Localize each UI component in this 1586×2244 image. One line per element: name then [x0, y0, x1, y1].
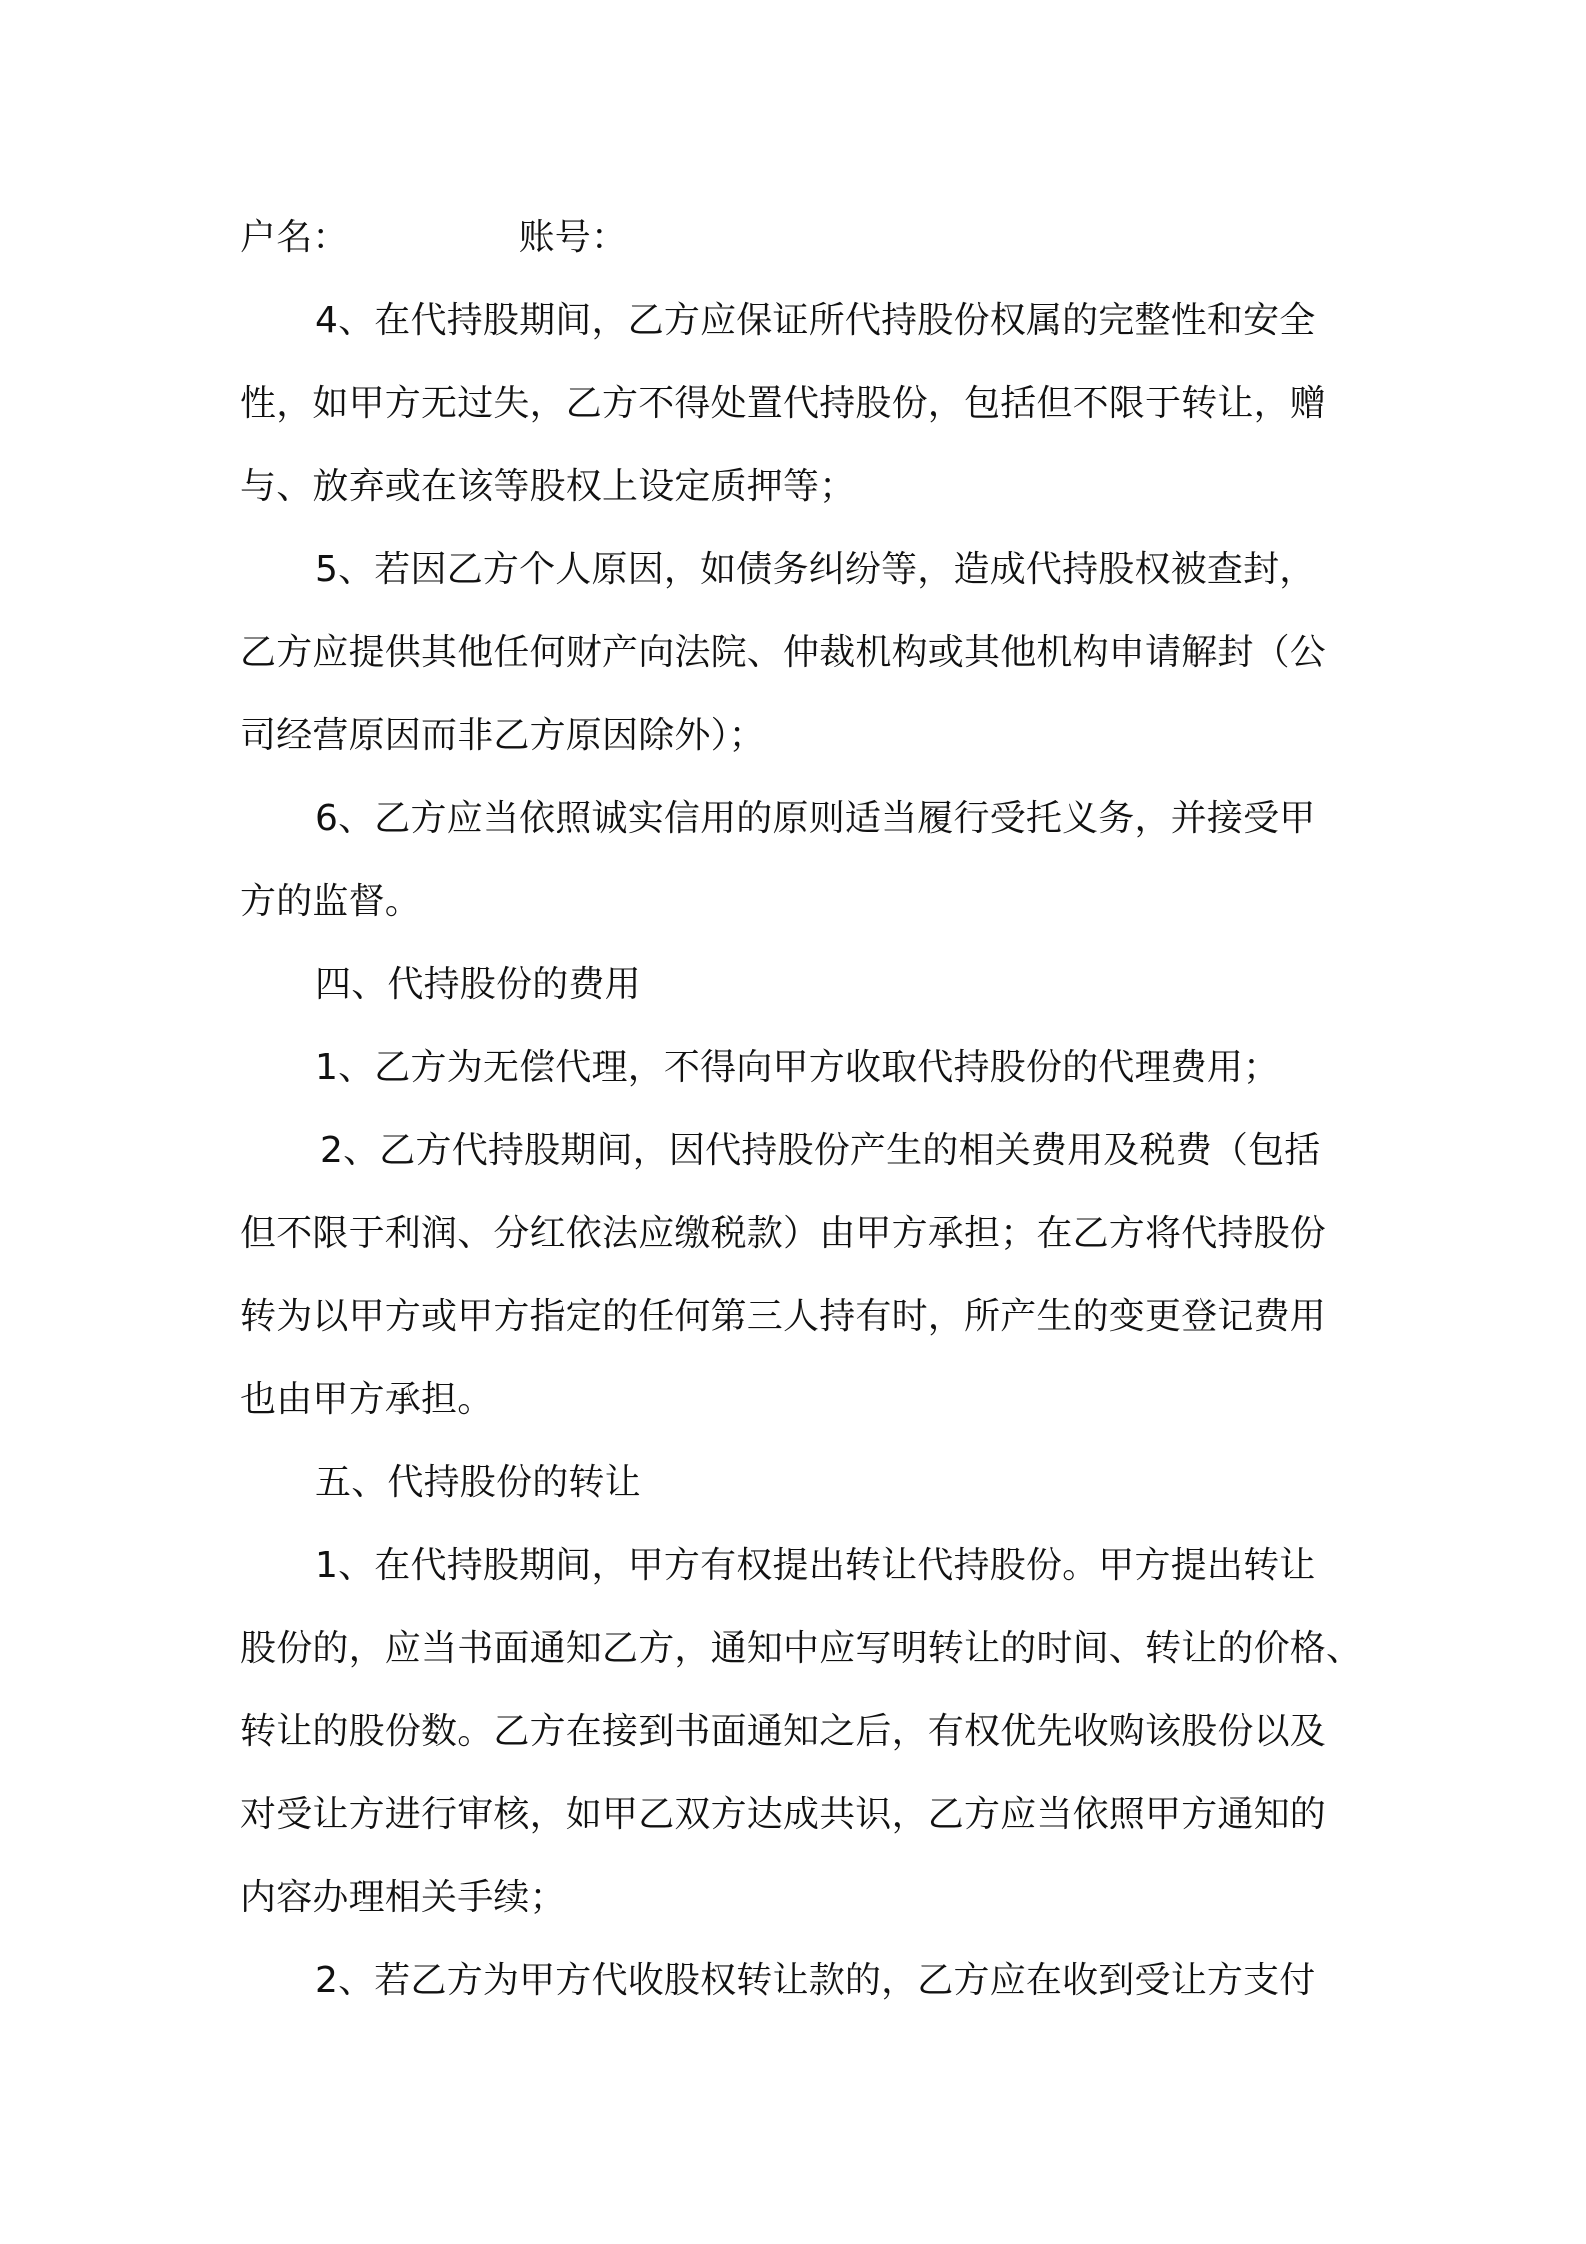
section-5-heading: 五、代持股份的转让	[315, 1462, 641, 1503]
paragraph-line: 司经营原因而非乙方原因除外）；	[240, 715, 766, 756]
paragraph-5	[240, 528, 1355, 777]
paragraph-line: 1、在代持股期间，甲方有权提出转让代持股份。甲方提出转让	[315, 1545, 1316, 1586]
paragraph-line: 方的监督。	[240, 881, 422, 922]
paragraph-line: 与、放弃或在该等股权上设定质押等；	[240, 466, 856, 507]
section-4-heading: 四、代持股份的费用	[315, 964, 641, 1005]
account-info-row	[240, 196, 1355, 279]
paragraph-4	[240, 279, 1355, 528]
paragraph-line: 内容办理相关手续；	[240, 1877, 566, 1918]
paragraph-line: 股份的，应当书面通知乙方，通知中应写明转让的时间、转让的价格、	[240, 1628, 1363, 1669]
paragraph-line: 转为以甲方或甲方指定的任何第三人持有时，所产生的变更登记费用	[240, 1296, 1327, 1337]
paragraph-line: 转让的股份数。乙方在接到书面通知之后，有权优先收购该股份以及	[240, 1711, 1327, 1752]
paragraph-line: 也由甲方承担。	[240, 1379, 494, 1420]
paragraph-line: 对受让方进行审核，如甲乙双方达成共识，乙方应当依照甲方通知的	[240, 1794, 1327, 1835]
section-4-paragraph-2	[240, 1109, 1355, 1441]
section-4-paragraph-1	[240, 1026, 1355, 1109]
section-5-paragraph-2	[240, 1939, 1355, 2022]
paragraph-line: 4、在代持股期间，乙方应保证所代持股份权属的完整性和安全	[315, 300, 1316, 341]
paragraph-line: 但不限于利润、分红依法应缴税款）由甲方承担；在乙方将代持股份	[240, 1213, 1327, 1254]
section-5-paragraph-1	[240, 1524, 1363, 1939]
paragraph-line: 2、乙方代持股期间，因代持股份产生的相关费用及税费（包括	[320, 1130, 1321, 1171]
paragraph-line: 性，如甲方无过失，乙方不得处置代持股份，包括但不限于转让，赠	[240, 383, 1327, 424]
paragraph-6	[240, 777, 1355, 943]
document-body	[240, 196, 1363, 2022]
account-number-label: 账号：	[518, 217, 628, 258]
paragraph-line: 5、若因乙方个人原因，如债务纠纷等，造成代持股权被查封，	[315, 549, 1316, 590]
paragraph-line: 乙方应提供其他任何财产向法院、仲裁机构或其他机构申请解封（公	[240, 632, 1327, 673]
paragraph-line: 1、乙方为无偿代理，不得向甲方收取代持股份的代理费用；	[315, 1047, 1280, 1088]
account-name-label: 户名：	[240, 217, 349, 258]
paragraph-line: 6、乙方应当依照诚实信用的原则适当履行受托义务，并接受甲	[315, 798, 1316, 839]
paragraph-line: 2、若乙方为甲方代收股权转让款的，乙方应在收到受让方支付	[315, 1960, 1316, 2001]
